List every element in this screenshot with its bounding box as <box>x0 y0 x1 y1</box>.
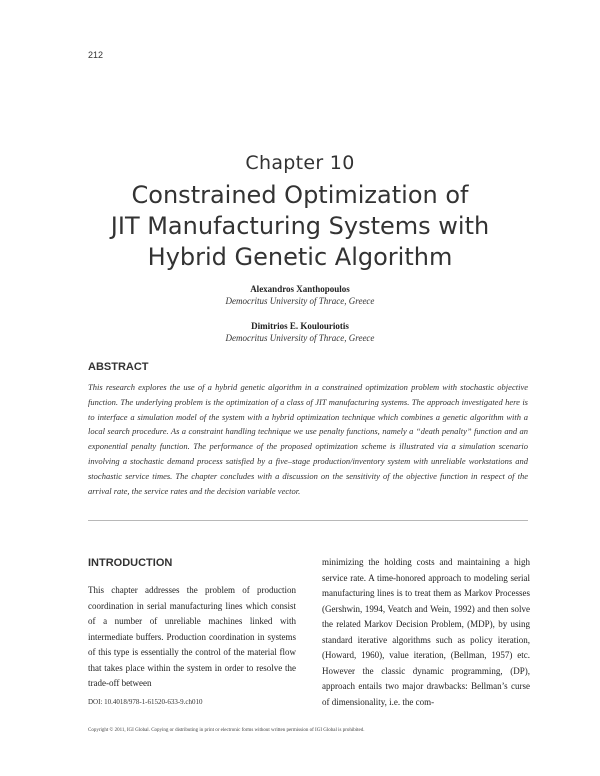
intro-left-column <box>88 583 296 692</box>
intro-right-paragraph: minimizing the holding costs and maintaining a high service rate. A time-honored approach to modeling serial manufacturing lines is to treat them as Markov Processes (Gershwin, 1994, Veatch and Wein, 1992) and then solve the related Markov Decision Problem, (MDP), by using standard iterative algorithms such as policy iteration, (Howard, 1960), value iteration, (Bellman, 1957) etc. However the classic dynamic programming, (DP), approach entails two major drawbacks: Bellman’s curse of dimensionality, i.e. the com- <box>322 557 530 707</box>
chapter-title <box>60 180 540 273</box>
author-name-2: Dimitrios E. Koulouriotis <box>251 321 349 331</box>
intro-left-paragraph: This chapter addresses the problem of production coordination in serial manufacturing lines which consist of a number of unreliable machines linked with intermediate buffers. Production coordination in systems of this type is essentially the control of the material flow that takes place within the system in order to resolve the trade-off between <box>88 585 296 688</box>
doi: DOI: 10.4018/978-1-61520-633-9.ch010 <box>88 698 203 706</box>
copyright-notice: Copyright © 2011, IGI Global. Copying or distributing in print or electronic forms without written permission of IGI Global is prohibited. <box>88 728 365 733</box>
title-line-2: JIT Manufacturing Systems with <box>110 212 490 240</box>
chapter-label: Chapter 10 <box>245 152 355 174</box>
title-line-3: Hybrid Genetic Algorithm <box>147 243 453 271</box>
title-line-1: Constrained Optimization of <box>131 181 469 209</box>
author-affiliation-1: Democritus University of Thrace, Greece <box>225 296 375 306</box>
author-name-1: Alexandros Xanthopoulos <box>250 284 350 294</box>
introduction-heading: INTRODUCTION <box>88 557 173 569</box>
section-divider <box>88 520 528 521</box>
abstract-heading: ABSTRACT <box>88 361 149 373</box>
abstract-text: This research explores the use of a hybrid genetic algorithm in a constrained optimization problem with stochastic objective function. The underlying problem is the optimization of a class of JIT manufacturing systems. The approach investigated here is to interface a simulation model of the system with a hybrid optimization technique which combines a genetic algorithm with a local search procedure. As a constraint handling technique we use penalty functions, namely a “death penalty” function and an exponential penalty function. The performance of the proposed optimization scheme is illustrated via a simulation scenario involving a stochastic demand process satisfied by a five–stage production/inventory system with unreliable workstations and stochastic service times. The chapter concludes with a discussion on the sensitivity of the objective function in respect of the arrival rate, the service rates and the decision variable vector. <box>88 382 528 496</box>
page-number: 212 <box>88 50 104 60</box>
intro-right-column <box>322 555 530 710</box>
author-affiliation-2: Democritus University of Thrace, Greece <box>225 333 375 343</box>
